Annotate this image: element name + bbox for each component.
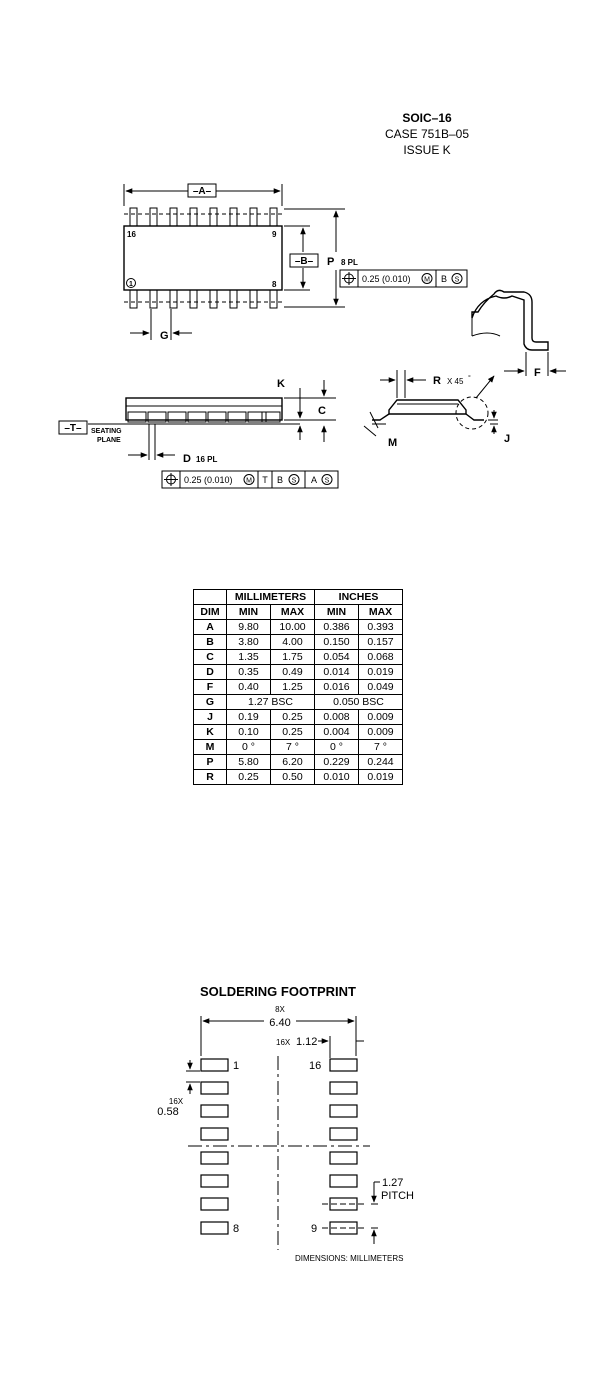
mm-max-cell: 0.50 [271, 770, 315, 785]
datum-a-label: –A– [192, 186, 212, 197]
col-dim-header: DIM [194, 605, 227, 620]
col-in-max-header: MAX [359, 605, 403, 620]
dimensions-table [193, 589, 403, 785]
mm-max-cell: 1.25 [271, 680, 315, 695]
tol-lower-mod: M [246, 477, 252, 485]
table-row [194, 740, 403, 755]
in-max-cell: 0.009 [359, 725, 403, 740]
seating-label-2: PLANE [97, 437, 121, 444]
tol-lower-ref3: A [310, 475, 318, 485]
package-body-top [124, 226, 282, 290]
group-in-header: INCHES [315, 590, 403, 605]
pitch-label: PITCH [381, 1190, 414, 1202]
pad-w-value: 0.58 [157, 1106, 179, 1118]
dim-k-label: K [277, 378, 285, 390]
pad-len-value: 1.12 [296, 1036, 318, 1048]
fp-pin9-label: 9 [311, 1223, 318, 1235]
tol-lower-ref2: B [276, 475, 284, 485]
in-min-cell: 0.150 [315, 635, 359, 650]
table-row [194, 755, 403, 770]
group-mm-header: MILLIMETERS [227, 590, 315, 605]
tol-upper-ref-mod: S [454, 276, 460, 284]
mm-min-cell: 0.40 [227, 680, 271, 695]
fp-pin1-label: 1 [233, 1060, 240, 1072]
bottom-leads [124, 290, 282, 308]
in-min-cell: 0.010 [315, 770, 359, 785]
pin9-label: 9 [272, 230, 277, 239]
tol-lower-ref1: T [262, 475, 268, 485]
dim-j-label: J [504, 433, 511, 445]
dim-cell: M [194, 740, 227, 755]
tol-upper-value: 0.25 (0.010) [362, 274, 411, 284]
in-max-cell: 0.019 [359, 770, 403, 785]
mm-max-cell: 7 ° [271, 740, 315, 755]
datum-t-label: –T– [64, 423, 82, 434]
dim-cell: J [194, 710, 227, 725]
in-max-cell: 0.157 [359, 635, 403, 650]
dim-r-label: R [433, 375, 441, 387]
dim-r-degree: ° [468, 375, 471, 382]
table-row [194, 770, 403, 785]
issue-label: ISSUE K [403, 143, 451, 157]
mm-min-cell: 1.35 [227, 650, 271, 665]
table-group-header [194, 590, 403, 605]
mm-max-cell: 0.25 [271, 710, 315, 725]
col-mm-min-header: MIN [227, 605, 271, 620]
in-max-cell: 0.049 [359, 680, 403, 695]
blank-header-cell [194, 590, 227, 605]
table-row [194, 650, 403, 665]
pad-w-count: 16X [168, 1097, 184, 1106]
dim-cell: A [194, 620, 227, 635]
fp-pin16-label: 16 [309, 1060, 322, 1072]
mm-min-cell: 9.80 [227, 620, 271, 635]
in-max-cell: 7 ° [359, 740, 403, 755]
in-min-cell: 0.229 [315, 755, 359, 770]
tol-upper-ref: B [440, 274, 448, 284]
dim-p-label: P [327, 256, 335, 268]
in-max-cell: 0.068 [359, 650, 403, 665]
tolerance-frame-lower [162, 471, 338, 488]
dim-m-label: M [388, 437, 398, 449]
dim-g-label: G [160, 330, 169, 342]
in-min-cell: 0.008 [315, 710, 359, 725]
fp-pin8-label: 8 [233, 1223, 240, 1235]
pin8-label: 8 [272, 280, 277, 289]
in-min-cell: 0.016 [315, 680, 359, 695]
table-row [194, 680, 403, 695]
in-min-cell: 0.054 [315, 650, 359, 665]
in-max-cell: 0.244 [359, 755, 403, 770]
mm-max-cell: 4.00 [271, 635, 315, 650]
span-count: 8X [275, 1005, 285, 1014]
mm-max-cell: 6.20 [271, 755, 315, 770]
span-value: 6.40 [269, 1017, 291, 1029]
units-note: DIMENSIONS: MILLIMETERS [295, 1254, 404, 1263]
dim-c-label: C [318, 405, 326, 417]
in-span-cell: 0.050 BSC [315, 695, 403, 710]
mm-min-cell: 0.19 [227, 710, 271, 725]
package-body-side [126, 398, 282, 420]
case-number: CASE 751B–05 [384, 127, 470, 141]
table-row [194, 635, 403, 650]
table-row [194, 725, 403, 740]
dim-cell: C [194, 650, 227, 665]
footprint-title: SOLDERING FOOTPRINT [200, 984, 356, 999]
dim-cell: B [194, 635, 227, 650]
mm-min-cell: 0.10 [227, 725, 271, 740]
lead-profile-detail [472, 290, 566, 379]
mm-max-cell: 1.75 [271, 650, 315, 665]
soldering-footprint [157, 984, 414, 1263]
col-mm-max-header: MAX [271, 605, 315, 620]
dim-cell: P [194, 755, 227, 770]
table-row [194, 695, 403, 710]
table-row [194, 710, 403, 725]
in-max-cell: 0.009 [359, 710, 403, 725]
top-view [124, 184, 467, 342]
mm-min-cell: 3.80 [227, 635, 271, 650]
mm-max-cell: 10.00 [271, 620, 315, 635]
pad-len-count: 16X [276, 1038, 291, 1047]
pin1-label: 1 [129, 281, 133, 288]
col-in-min-header: MIN [315, 605, 359, 620]
datum-b-label: –B– [294, 256, 314, 267]
dim-d-count: 16 PL [196, 455, 218, 464]
in-max-cell: 0.019 [359, 665, 403, 680]
tol-lower-ref3-mod: S [324, 477, 330, 485]
dim-cell: R [194, 770, 227, 785]
pin16-label: 16 [127, 230, 136, 239]
side-view [59, 378, 338, 488]
in-min-cell: 0.014 [315, 665, 359, 680]
dim-cell: F [194, 680, 227, 695]
in-min-cell: 0.004 [315, 725, 359, 740]
end-view [364, 370, 510, 449]
mm-span-cell: 1.27 BSC [227, 695, 315, 710]
dim-d-label: D [183, 453, 191, 465]
top-leads [124, 208, 282, 226]
in-min-cell: 0.386 [315, 620, 359, 635]
mm-min-cell: 0.35 [227, 665, 271, 680]
tol-lower-value: 0.25 (0.010) [184, 475, 233, 485]
mm-max-cell: 0.49 [271, 665, 315, 680]
table-column-header [194, 605, 403, 620]
tolerance-frame-upper [340, 270, 467, 287]
mm-max-cell: 0.25 [271, 725, 315, 740]
dim-r-chamfer: X 45 [447, 377, 464, 386]
tol-lower-ref2-mod: S [291, 477, 297, 485]
mm-min-cell: 0.25 [227, 770, 271, 785]
seating-label-1: SEATING [91, 428, 122, 435]
dim-cell: G [194, 695, 227, 710]
table-row [194, 665, 403, 680]
dim-cell: D [194, 665, 227, 680]
in-min-cell: 0 ° [315, 740, 359, 755]
pitch-value: 1.27 [382, 1177, 404, 1189]
mm-min-cell: 5.80 [227, 755, 271, 770]
package-name: SOIC–16 [402, 111, 452, 125]
tol-upper-mod: M [424, 276, 430, 284]
dim-f-label: F [534, 367, 541, 379]
table-row [194, 620, 403, 635]
in-max-cell: 0.393 [359, 620, 403, 635]
dim-cell: K [194, 725, 227, 740]
dim-p-count: 8 PL [341, 258, 358, 267]
mm-min-cell: 0 ° [227, 740, 271, 755]
